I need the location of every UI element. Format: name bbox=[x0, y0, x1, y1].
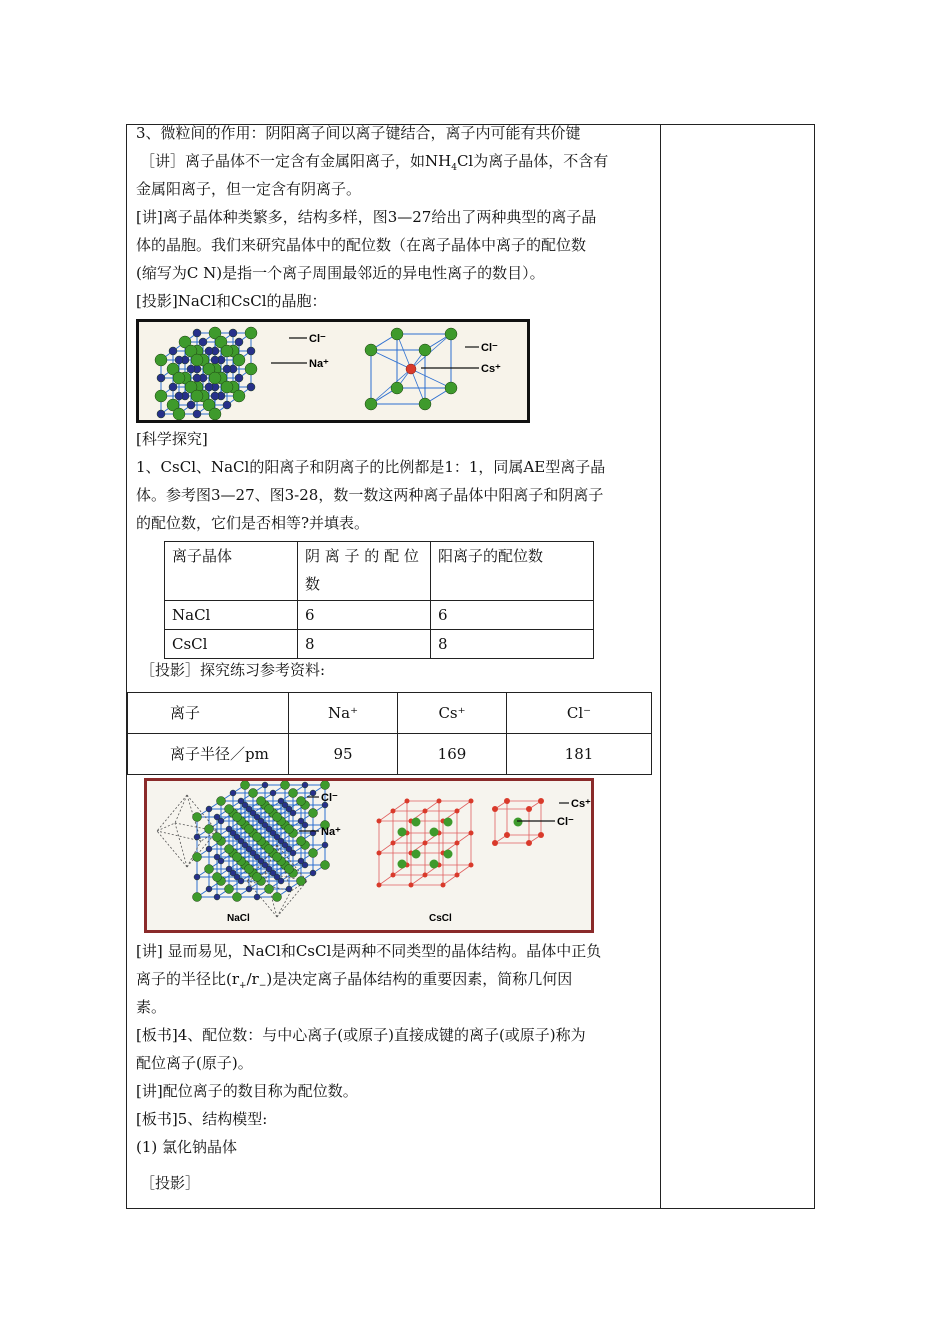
sodium-ion bbox=[169, 383, 177, 391]
chloride-ion bbox=[205, 825, 214, 834]
sodium-ion bbox=[223, 401, 231, 409]
chloride-ion bbox=[249, 789, 258, 798]
cscl-edge bbox=[457, 801, 471, 811]
cesium-ion bbox=[492, 840, 498, 846]
chloride-ion bbox=[444, 850, 453, 859]
sodium-ion bbox=[274, 874, 280, 880]
table-cell: 181 bbox=[507, 734, 652, 775]
label-cl: Cl⁻ bbox=[309, 333, 326, 345]
sodium-ion bbox=[310, 870, 316, 876]
chloride-ion bbox=[445, 328, 457, 340]
table-cell: 6 bbox=[431, 601, 594, 630]
cesium-ion bbox=[423, 873, 428, 878]
sodium-ion bbox=[254, 894, 260, 900]
sodium-ion bbox=[270, 790, 276, 796]
chloride-ion bbox=[225, 845, 234, 854]
lecture-4: [讲]配位离子的数目称为配位数。 bbox=[136, 1082, 358, 1100]
sodium-ion bbox=[230, 790, 236, 796]
chloride-ion bbox=[391, 382, 403, 394]
chloride-ion bbox=[265, 885, 274, 894]
point-3: 3、微粒间的作用：阴阳离子间以离子键结合，离子内可能有共价键 bbox=[136, 124, 581, 142]
chloride-ion bbox=[209, 408, 221, 420]
chloride-ion bbox=[297, 877, 306, 886]
chloride-ion bbox=[391, 328, 403, 340]
chloride-ion bbox=[281, 781, 290, 790]
sodium-ion bbox=[193, 329, 201, 337]
body-diagonal bbox=[411, 369, 451, 388]
sodium-ion bbox=[187, 401, 195, 409]
cesium-ion bbox=[455, 873, 460, 878]
chloride-ion bbox=[155, 390, 167, 402]
lecture-3-cont bbox=[136, 969, 572, 996]
chloride-ion bbox=[193, 893, 202, 902]
chloride-ion bbox=[213, 873, 222, 882]
table-row bbox=[128, 734, 652, 775]
cscl-edge bbox=[425, 801, 439, 811]
chloride-ion bbox=[233, 813, 242, 822]
sodium-ion bbox=[214, 814, 220, 820]
unit-cell-figure bbox=[136, 319, 530, 423]
chloride-ion bbox=[233, 390, 245, 402]
chloride-ion bbox=[233, 893, 242, 902]
sodium-ion bbox=[193, 374, 201, 382]
sodium-ion bbox=[193, 410, 201, 418]
lecture-2: [讲]离子晶体种类繁多，结构多样，图3—27给出了两种典型的离子晶 bbox=[136, 208, 597, 226]
octahedron-edge bbox=[157, 795, 187, 831]
chloride-ion bbox=[419, 398, 431, 410]
nacl-lattice-ions bbox=[155, 327, 257, 420]
cesium-ion bbox=[406, 364, 416, 374]
chloride-ion bbox=[273, 853, 282, 862]
body-diagonal bbox=[371, 350, 411, 369]
chloride-ion bbox=[321, 861, 330, 870]
chloride-ion bbox=[265, 845, 274, 854]
sodium-ion bbox=[229, 329, 237, 337]
sodium-ion bbox=[286, 886, 292, 892]
cesium-ion bbox=[538, 798, 544, 804]
cscl-edge bbox=[411, 875, 425, 885]
sodium-ion bbox=[199, 338, 207, 346]
cesium-ion bbox=[377, 851, 382, 856]
sodium-ion bbox=[157, 374, 165, 382]
cscl-edge bbox=[379, 875, 393, 885]
sodium-ion bbox=[302, 782, 308, 788]
sodium-ion bbox=[194, 874, 200, 880]
inquiry-q1-cont: 体。参考图3—27、图3-28，数一数这两种离子晶体中阳离子和阴离子 bbox=[136, 486, 604, 504]
cesium-ion bbox=[526, 806, 532, 812]
lecture-2-cont2: (缩写为C N)是指一个离子周围最邻近的异电性离子的数目）。 bbox=[136, 264, 545, 282]
lecture-3-cont2: 素。 bbox=[136, 998, 167, 1016]
sodium-ion bbox=[266, 866, 272, 872]
nacl-structure-ions bbox=[193, 781, 330, 902]
chloride-ion bbox=[221, 345, 233, 357]
sodium-ion bbox=[310, 790, 316, 796]
board-4-cont: 配位离子(原子)。 bbox=[136, 1054, 253, 1072]
chloride-ion bbox=[444, 818, 453, 827]
cesium-ion bbox=[504, 798, 510, 804]
board-5: [板书]5、结构模型: bbox=[136, 1110, 268, 1128]
chloride-ion bbox=[225, 885, 234, 894]
cesium-ion bbox=[504, 832, 510, 838]
chloride-ion bbox=[205, 865, 214, 874]
chloride-ion bbox=[289, 789, 298, 798]
sub-plus: + bbox=[239, 981, 247, 991]
cscl-edge bbox=[393, 801, 407, 811]
chloride-ion bbox=[398, 828, 407, 837]
inquiry-q1-cont2: 的配位数，它们是否相等?并填表。 bbox=[136, 514, 370, 532]
cesium-ion bbox=[526, 840, 532, 846]
sodium-ion bbox=[234, 874, 240, 880]
cscl-structure-lines bbox=[379, 801, 541, 885]
label-cl: Cl⁻ bbox=[321, 792, 338, 804]
lecture-1b: Cl为离子晶体，不含有 bbox=[456, 152, 609, 170]
label-na: Na⁺ bbox=[321, 826, 341, 838]
sodium-ion bbox=[175, 356, 183, 364]
chloride-ion bbox=[155, 354, 167, 366]
header-wrap-1: 阴 离 子 的 配 位 bbox=[305, 547, 419, 565]
sodium-ion bbox=[194, 834, 200, 840]
cesium-ion bbox=[455, 841, 460, 846]
chloride-ion bbox=[191, 390, 203, 402]
lecture-2-cont: 体的晶胞。我们来研究晶体中的配位数（在离子晶体中离子的配位数 bbox=[136, 236, 587, 254]
ratio-m: /r bbox=[246, 970, 259, 988]
inquiry-q1: 1、CsCl、NaCl的阳离子和阴离子的比例都是1：1，同属AE型离子晶 bbox=[136, 458, 606, 476]
table-header-cell: Na⁺ bbox=[289, 693, 398, 734]
sodium-ion bbox=[211, 356, 219, 364]
octahedron-edge bbox=[187, 795, 217, 831]
chloride-ion bbox=[309, 849, 318, 858]
ratio-a: 离子的半径比(r bbox=[136, 970, 240, 988]
cesium-ion bbox=[391, 809, 396, 814]
cscl-edge bbox=[457, 833, 471, 843]
table-cell: 8 bbox=[298, 630, 431, 659]
chloride-ion bbox=[245, 865, 254, 874]
cesium-ion bbox=[391, 841, 396, 846]
cesium-ion bbox=[391, 873, 396, 878]
chloride-ion bbox=[173, 408, 185, 420]
label-cl-2: Cl⁻ bbox=[481, 342, 498, 354]
sodium-ion bbox=[286, 846, 292, 852]
chloride-ion bbox=[173, 372, 185, 384]
chloride-ion bbox=[412, 818, 421, 827]
chloride-ion bbox=[398, 860, 407, 869]
cesium-ion bbox=[469, 863, 474, 868]
cesium-ion bbox=[455, 809, 460, 814]
cscl-edge bbox=[443, 875, 457, 885]
board-4: [板书]4、配位数：与中心离子(或原子)直接成键的离子(或原子)称为 bbox=[136, 1026, 586, 1044]
label-cs: Cs⁺ bbox=[481, 363, 501, 375]
sodium-ion bbox=[298, 818, 304, 824]
lecture-1-cont: 金属阳离子，但一定含有阴离子。 bbox=[136, 180, 362, 198]
cesium-ion bbox=[423, 841, 428, 846]
lecture-3: [讲] 显而易见，NaCl和CsCl是两种不同类型的晶体结构。晶体中正负 bbox=[136, 942, 602, 960]
chloride-ion bbox=[445, 382, 457, 394]
table-header-cell bbox=[298, 542, 431, 601]
sodium-ion bbox=[211, 392, 219, 400]
chloride-ion bbox=[213, 833, 222, 842]
chloride-ion bbox=[419, 344, 431, 356]
chloride-ion bbox=[412, 850, 421, 859]
chloride-ion bbox=[365, 398, 377, 410]
sodium-ion bbox=[214, 854, 220, 860]
sodium-ion bbox=[205, 383, 213, 391]
unit-cell-drawing bbox=[139, 322, 527, 420]
cesium-ion bbox=[469, 831, 474, 836]
sodium-ion bbox=[266, 826, 272, 832]
cesium-ion bbox=[492, 806, 498, 812]
cesium-ion bbox=[405, 799, 410, 804]
sodium-ion bbox=[278, 798, 284, 804]
cesium-ion bbox=[377, 819, 382, 824]
sodium-ion bbox=[226, 826, 232, 832]
table-header-cell: 离子 bbox=[128, 693, 289, 734]
table-row bbox=[165, 630, 594, 659]
chloride-ion bbox=[253, 833, 262, 842]
sodium-ion bbox=[254, 814, 260, 820]
chloride-ion bbox=[225, 805, 234, 814]
chloride-ion bbox=[285, 865, 294, 874]
projection-3: ［投影］ bbox=[140, 1174, 201, 1192]
chloride-ion bbox=[209, 372, 221, 384]
caption-nacl: NaCl bbox=[227, 913, 250, 924]
sodium-ion bbox=[175, 392, 183, 400]
chloride-ion bbox=[233, 354, 245, 366]
chloride-ion bbox=[273, 893, 282, 902]
crystal-structure-figure bbox=[144, 778, 594, 933]
chloride-ion bbox=[193, 853, 202, 862]
cesium-ion bbox=[441, 883, 446, 888]
chloride-ion bbox=[217, 797, 226, 806]
chloride-ion bbox=[221, 381, 233, 393]
table-cell: NaCl bbox=[165, 601, 298, 630]
sodium-ion bbox=[226, 866, 232, 872]
chloride-ion bbox=[430, 860, 439, 869]
sodium-ion bbox=[206, 886, 212, 892]
table-cell: 95 bbox=[289, 734, 398, 775]
ion-radius-table bbox=[127, 692, 652, 775]
sodium-ion bbox=[235, 374, 243, 382]
label-na: Na⁺ bbox=[309, 358, 329, 370]
coordination-table bbox=[164, 541, 594, 659]
chloride-ion bbox=[365, 344, 377, 356]
octahedron-edge bbox=[157, 823, 175, 831]
chloride-ion bbox=[309, 809, 318, 818]
nacl-crystal-heading: (1) 氯化钠晶体 bbox=[136, 1138, 238, 1156]
sodium-ion bbox=[206, 846, 212, 852]
chloride-ion bbox=[245, 825, 254, 834]
octahedron-edge bbox=[175, 795, 187, 823]
chloride-ion bbox=[265, 805, 274, 814]
sodium-ion bbox=[157, 410, 165, 418]
projection-1: [投影]NaCl和CsCl的晶胞： bbox=[136, 292, 327, 310]
chloride-ion bbox=[257, 797, 266, 806]
cesium-ion bbox=[423, 809, 428, 814]
chloride-ion bbox=[285, 825, 294, 834]
table-header-cell: Cs⁺ bbox=[398, 693, 507, 734]
cesium-ion bbox=[409, 883, 414, 888]
sodium-ion bbox=[205, 347, 213, 355]
chloride-ion bbox=[241, 781, 250, 790]
table-row bbox=[128, 693, 652, 734]
lecture-1a: ［讲］离子晶体不一定含有金属阳离子，如NH bbox=[140, 152, 452, 170]
sodium-ion bbox=[246, 886, 252, 892]
table-cell: 6 bbox=[298, 601, 431, 630]
table-header-cell: 离子晶体 bbox=[165, 542, 298, 601]
chloride-ion bbox=[430, 828, 439, 837]
cscl-edge bbox=[379, 843, 393, 853]
cscl-edge bbox=[379, 811, 393, 821]
sodium-ion bbox=[262, 782, 268, 788]
caption-cscl: CsCl bbox=[429, 913, 452, 924]
sodium-ion bbox=[254, 854, 260, 860]
cesium-ion bbox=[437, 799, 442, 804]
sodium-ion bbox=[246, 806, 252, 812]
sodium-ion bbox=[274, 834, 280, 840]
chloride-ion bbox=[191, 354, 203, 366]
label-cs: Cs⁺ bbox=[571, 798, 591, 810]
table-cell: 169 bbox=[398, 734, 507, 775]
chloride-ion bbox=[297, 837, 306, 846]
sodium-ion bbox=[238, 798, 244, 804]
column-divider bbox=[660, 124, 661, 1209]
chloride-ion bbox=[233, 853, 242, 862]
cesium-ion bbox=[377, 883, 382, 888]
sodium-ion bbox=[247, 383, 255, 391]
sodium-ion bbox=[214, 894, 220, 900]
chloride-ion bbox=[245, 363, 257, 375]
cesium-ion bbox=[538, 832, 544, 838]
label-cl-2: Cl⁻ bbox=[557, 816, 574, 828]
sub-minus: − bbox=[258, 981, 267, 991]
sodium-ion bbox=[169, 347, 177, 355]
chloride-ion bbox=[273, 813, 282, 822]
cscl-cell bbox=[365, 328, 457, 410]
chloride-ion bbox=[321, 781, 330, 790]
cesium-ion bbox=[469, 799, 474, 804]
chloride-ion bbox=[245, 327, 257, 339]
table-cell: 8 bbox=[431, 630, 594, 659]
sodium-ion bbox=[223, 365, 231, 373]
sodium-ion bbox=[235, 338, 243, 346]
ratio-b: )是决定离子晶体结构的重要因素，简称几何因 bbox=[266, 970, 573, 988]
sodium-ion bbox=[298, 858, 304, 864]
table-header-cell: 阳离子的配位数 bbox=[431, 542, 594, 601]
chloride-ion bbox=[297, 797, 306, 806]
chloride-ion bbox=[193, 813, 202, 822]
table-row bbox=[165, 542, 594, 601]
sodium-ion bbox=[322, 842, 328, 848]
chloride-ion bbox=[253, 873, 262, 882]
octahedron-edge bbox=[157, 831, 187, 867]
subscript-4: 4 bbox=[451, 163, 457, 173]
cscl-edge bbox=[457, 865, 471, 875]
sodium-ion bbox=[187, 365, 195, 373]
science-inquiry: [科学探究] bbox=[136, 430, 208, 448]
sodium-ion bbox=[286, 806, 292, 812]
sodium-ion bbox=[246, 846, 252, 852]
table-cell: 离子半径／pm bbox=[128, 734, 289, 775]
table-row bbox=[165, 601, 594, 630]
sodium-ion bbox=[234, 834, 240, 840]
crystal-structure-drawing bbox=[147, 781, 591, 930]
sodium-ion bbox=[206, 806, 212, 812]
projection-2: ［投影］探究练习参考资料: bbox=[140, 661, 326, 679]
lecture-1 bbox=[140, 151, 608, 178]
table-header-cell: Cl⁻ bbox=[507, 693, 652, 734]
chloride-ion bbox=[514, 818, 523, 827]
header-wrap-2: 数 bbox=[305, 575, 321, 593]
sodium-ion bbox=[247, 347, 255, 355]
table-cell: CsCl bbox=[165, 630, 298, 659]
